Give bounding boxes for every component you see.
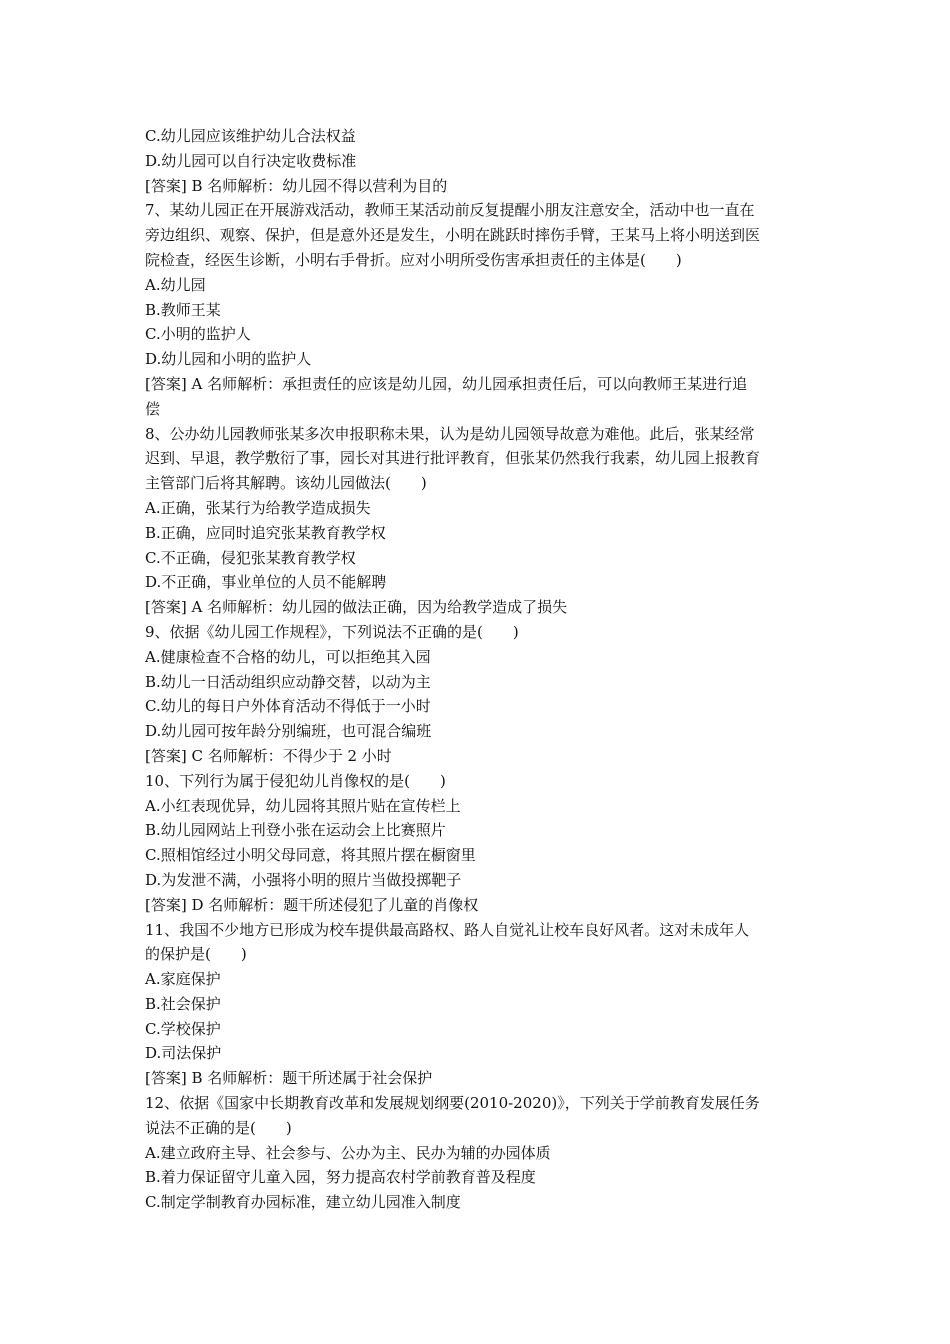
answer-line: [答案] D 名师解析：题干所述侵犯了儿童的肖像权 <box>145 895 479 914</box>
option-line: B.社会保护 <box>145 994 221 1013</box>
option-line: A.家庭保护 <box>145 970 221 989</box>
answer-line: [答案] B 名师解析：题干所述属于社会保护 <box>145 1069 433 1088</box>
option-line: B.幼儿园网站上刊登小张在运动会上比赛照片 <box>145 821 446 840</box>
option-line: B.正确，应同时追究张某教育教学权 <box>145 523 386 542</box>
question-line: 主管部门后将其解聘。该幼儿园做法( ) <box>145 474 427 493</box>
option-line: D.幼儿园可以自行决定收费标准 <box>145 151 357 170</box>
question-line: 8、公办幼儿园教师张某多次申报职称未果，认为是幼儿园领导故意为难他。此后，张某经常 <box>145 424 755 443</box>
question-line: 的保护是( ) <box>145 945 247 964</box>
document-page <box>145 124 815 1215</box>
question-line: 12、依据《国家中长期教育改革和发展规划纲要(2010-2020)》，下列关于学前教育发展任务 <box>145 1094 760 1113</box>
answer-line: [答案] A 名师解析：承担责任的应该是幼儿园，幼儿园承担责任后，可以向教师王某进行追 <box>145 374 748 393</box>
question-line: 院检查，经医生诊断，小明右手骨折。应对小明所受伤害承担责任的主体是( ) <box>145 250 682 269</box>
option-line: D.幼儿园可按年龄分别编班，也可混合编班 <box>145 722 432 741</box>
option-line: D.不正确，事业单位的人员不能解聘 <box>145 573 387 592</box>
question-line: 9、依据《幼儿园工作规程》，下列说法不正确的是( ) <box>145 622 519 641</box>
option-line: C.制定学制教育办园标准，建立幼儿园准入制度 <box>145 1193 461 1212</box>
option-line: B.教师王某 <box>145 300 221 319</box>
question-line: 说法不正确的是( ) <box>145 1118 292 1137</box>
option-line: D.为发泄不满，小强将小明的照片当做投掷靶子 <box>145 870 462 889</box>
option-line: C.幼儿的每日户外体育活动不得低于一小时 <box>145 697 431 716</box>
option-line: D.司法保护 <box>145 1044 222 1063</box>
question-line: 迟到、早退，教学敷衍了事，园长对其进行批评教育，但张某仍然我行我素，幼儿园上报教育 <box>145 449 761 468</box>
option-line: A.建立政府主导、社会参与、公办为主、民办为辅的办园体质 <box>145 1143 551 1162</box>
answer-line: [答案] A 名师解析：幼儿园的做法正确，因为给教学造成了损失 <box>145 598 568 617</box>
option-line: D.幼儿园和小明的监护人 <box>145 350 312 369</box>
answer-line: 偿 <box>145 399 161 418</box>
option-line: B.着力保证留守儿童入园，努力提高农村学前教育普及程度 <box>145 1168 536 1187</box>
option-line: C.幼儿园应该维护幼儿合法权益 <box>145 127 356 145</box>
question-line: 7、某幼儿园正在开展游戏活动，教师王某活动前反复提醒小朋友注意安全，活动中也一直在 <box>145 201 755 220</box>
option-line: B.幼儿一日活动组织应动静交替，以动为主 <box>145 672 431 691</box>
option-line: C.不正确，侵犯张某教育教学权 <box>145 548 356 567</box>
option-line: A.正确，张某行为给教学造成损失 <box>145 498 371 517</box>
answer-line: [答案] C 名师解析：不得少于 2 小时 <box>145 746 392 765</box>
option-line: A.健康检查不合格的幼儿，可以拒绝其入园 <box>145 647 431 666</box>
option-line: C.小明的监护人 <box>145 325 251 344</box>
question-line: 10、下列行为属于侵犯幼儿肖像权的是( ) <box>145 771 446 790</box>
question-line: 11、我国不少地方已形成为校车提供最高路权、路人自觉礼让校车良好风者。这对未成年人 <box>145 920 750 939</box>
answer-line: [答案] B 名师解析：幼儿园不得以营利为目的 <box>145 176 448 195</box>
option-line: A.小红表现优异，幼儿园将其照片贴在宣传栏上 <box>145 796 461 815</box>
option-line: C.照相馆经过小明父母同意，将其照片摆在橱窗里 <box>145 846 476 865</box>
option-line: A.幼儿园 <box>145 275 206 294</box>
question-line: 旁边组织、观察、保护，但是意外还是发生，小明在跳跃时摔伤手臂，王某马上将小明送到医 <box>145 226 761 245</box>
option-line: C.学校保护 <box>145 1019 221 1038</box>
